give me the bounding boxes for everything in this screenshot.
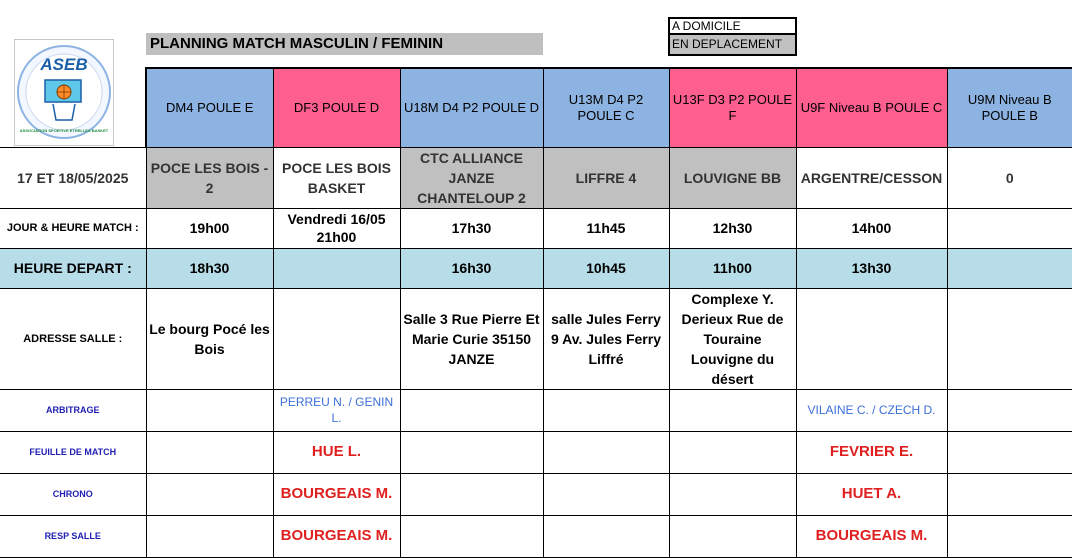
official-cell xyxy=(947,473,1072,515)
address-cell xyxy=(947,288,1072,389)
opponent-cell: 0 xyxy=(947,147,1072,208)
opponent-cell: POCE LES BOIS BASKET xyxy=(273,147,400,208)
address-cell: Complexe Y. Derieux Rue de Touraine Louvigne du désert xyxy=(669,288,796,389)
referee-cell: PERREU N. / GENIN L. xyxy=(273,389,400,431)
official-cell xyxy=(947,431,1072,473)
departure-cell: 16h30 xyxy=(400,248,543,288)
team-header: U13F D3 P2 POULE F xyxy=(669,68,796,147)
official-cell: HUET A. xyxy=(796,473,947,515)
departure-cell xyxy=(947,248,1072,288)
team-header: U9F Niveau B POULE C xyxy=(796,68,947,147)
row-label: CHRONO xyxy=(0,473,146,515)
resp-salle-row xyxy=(0,515,1072,557)
team-header: U18M D4 P2 POULE D xyxy=(400,68,543,147)
official-cell xyxy=(543,515,669,557)
address-cell: salle Jules Ferry 9 Av. Jules Ferry Liffré xyxy=(543,288,669,389)
opponent-cell: CTC ALLIANCE JANZE CHANTELOUP 2 xyxy=(400,147,543,208)
official-cell xyxy=(400,515,543,557)
team-header: U9M Niveau B POULE B xyxy=(947,68,1072,147)
match-time-row xyxy=(0,208,1072,248)
arbitrage-row xyxy=(0,389,1072,431)
referee-cell: VILAINE C. / CZECH D. xyxy=(796,389,947,431)
official-cell xyxy=(146,473,273,515)
match-time-cell: 17h30 xyxy=(400,208,543,248)
referee-cell xyxy=(947,389,1072,431)
row-label: ADRESSE SALLE : xyxy=(0,288,146,389)
row-label: RESP SALLE xyxy=(0,515,146,557)
referee-cell xyxy=(400,389,543,431)
address-row xyxy=(0,288,1072,389)
team-header: DF3 POULE D xyxy=(273,68,400,147)
official-cell xyxy=(669,515,796,557)
row-label: JOUR & HEURE MATCH : xyxy=(0,208,146,248)
official-cell xyxy=(146,431,273,473)
match-time-cell: 11h45 xyxy=(543,208,669,248)
official-cell xyxy=(669,473,796,515)
official-cell xyxy=(400,473,543,515)
opponent-cell: LOUVIGNE BB xyxy=(669,147,796,208)
header-spacer xyxy=(0,68,146,147)
team-header: U13M D4 P2 POULE C xyxy=(543,68,669,147)
row-label: HEURE DEPART : xyxy=(0,248,146,288)
departure-cell: 13h30 xyxy=(796,248,947,288)
departure-cell: 10h45 xyxy=(543,248,669,288)
match-planning-table xyxy=(0,67,1072,558)
team-header: DM4 POULE E xyxy=(146,68,273,147)
official-cell xyxy=(543,473,669,515)
official-cell: FEVRIER E. xyxy=(796,431,947,473)
official-cell xyxy=(400,431,543,473)
team-header-row xyxy=(0,68,1072,147)
referee-cell xyxy=(669,389,796,431)
official-cell: BOURGEAIS M. xyxy=(273,515,400,557)
referee-cell xyxy=(543,389,669,431)
official-cell xyxy=(669,431,796,473)
match-time-cell: 19h00 xyxy=(146,208,273,248)
row-label: ARBITRAGE xyxy=(0,389,146,431)
address-cell xyxy=(796,288,947,389)
row-label: FEUILLE DE MATCH xyxy=(0,431,146,473)
match-time-cell: Vendredi 16/05 21h00 xyxy=(273,208,400,248)
official-cell: HUE L. xyxy=(273,431,400,473)
legend-home: A DOMICILE xyxy=(668,17,797,35)
match-time-cell: 12h30 xyxy=(669,208,796,248)
match-date: 17 ET 18/05/2025 xyxy=(0,147,146,208)
opponent-row xyxy=(0,147,1072,208)
official-cell: BOURGEAIS M. xyxy=(273,473,400,515)
svg-text:ASEB: ASEB xyxy=(40,55,88,74)
departure-cell xyxy=(273,248,400,288)
departure-cell: 11h00 xyxy=(669,248,796,288)
opponent-cell: LIFFRE 4 xyxy=(543,147,669,208)
official-cell xyxy=(543,431,669,473)
match-time-cell xyxy=(947,208,1072,248)
feuille-row xyxy=(0,431,1072,473)
address-cell: Le bourg Pocé les Bois xyxy=(146,288,273,389)
address-cell xyxy=(273,288,400,389)
official-cell xyxy=(947,515,1072,557)
match-time-cell: 14h00 xyxy=(796,208,947,248)
address-cell: Salle 3 Rue Pierre Et Marie Curie 35150 JANZE xyxy=(400,288,543,389)
page-title: PLANNING MATCH MASCULIN / FEMININ xyxy=(146,33,543,55)
official-cell xyxy=(146,515,273,557)
chrono-row xyxy=(0,473,1072,515)
departure-cell: 18h30 xyxy=(146,248,273,288)
departure-row xyxy=(0,248,1072,288)
opponent-cell: POCE LES BOIS - 2 xyxy=(146,147,273,208)
opponent-cell: ARGENTRE/CESSON xyxy=(796,147,947,208)
referee-cell xyxy=(146,389,273,431)
svg-text:ASSOCIATION SPORTIVE ETRELLES: ASSOCIATION SPORTIVE ETRELLES BASKET xyxy=(19,128,109,133)
legend-away: EN DEPLACEMENT xyxy=(668,35,797,56)
official-cell: BOURGEAIS M. xyxy=(796,515,947,557)
